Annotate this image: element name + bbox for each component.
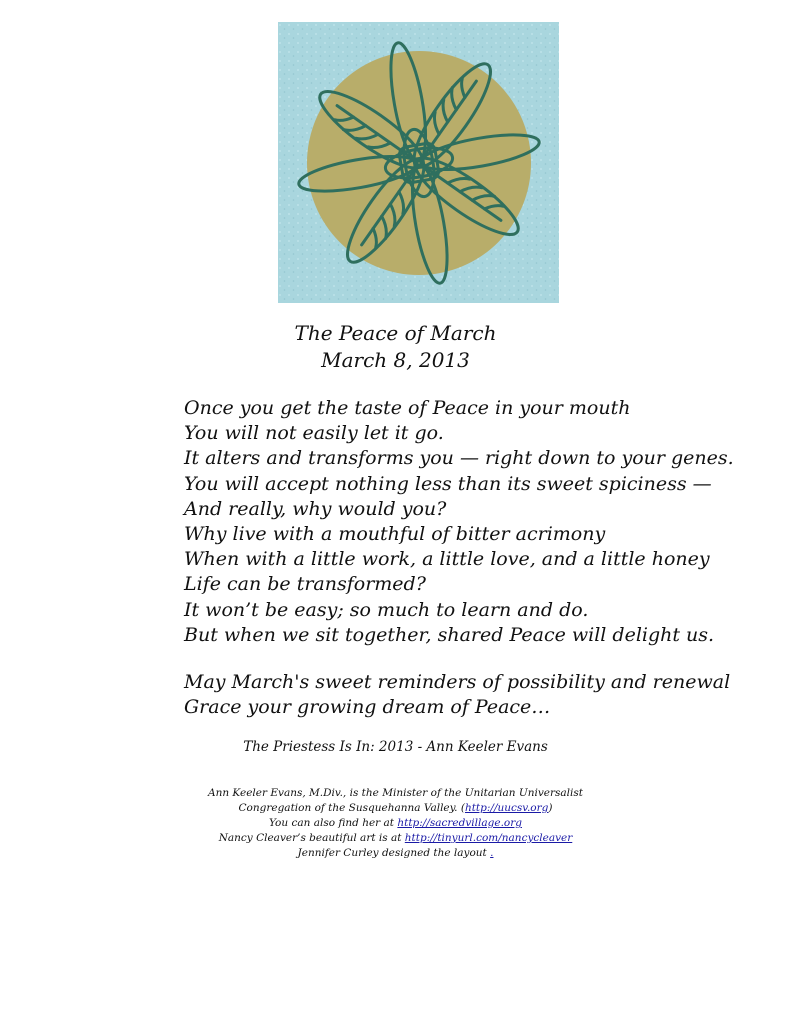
poem-line: Grace your growing dream of Peace… [184, 696, 551, 719]
credits-line-art [0, 831, 791, 846]
credits-text: ) [548, 802, 553, 814]
signature: The Priestess Is In: 2013 - Ann Keeler Evans [243, 739, 548, 755]
layout-link[interactable]: . [490, 847, 494, 859]
poem-line: Why live with a mouthful of bitter acrimony [184, 523, 606, 546]
nancycleaver-link[interactable]: http://tinyurl.com/nancycleaver [404, 832, 573, 844]
credits-text: Nancy Cleaver’s beautiful art is at [218, 832, 405, 844]
poem-line: And really, why would you? [184, 497, 447, 520]
celtic-knot-peace-icon [278, 22, 559, 303]
credits-line-minister: Ann Keeler Evans, M.Div., is the Minister of the Unitarian Universalist [207, 787, 583, 799]
uucsv-link[interactable]: http://uucsv.org [464, 802, 549, 814]
credits-line-sacredvillage [0, 816, 791, 831]
peace-artwork [278, 22, 559, 303]
poem-line: Once you get the taste of Peace in your mouth [184, 397, 631, 419]
poem-line: You will accept nothing less than its sweet spiciness — [184, 472, 712, 495]
title-block [0, 320, 791, 374]
credits [0, 786, 791, 861]
poem-body [184, 396, 734, 720]
poem-date: March 8, 2013 [321, 348, 470, 372]
sacredvillage-link[interactable]: http://sacredvillage.org [397, 817, 522, 829]
stanza-break [184, 648, 734, 670]
poem-line: You will not easily let it go. [184, 422, 444, 445]
poem-line: When with a little work, a little love, and a little honey [184, 548, 710, 571]
poem-line: But when we sit together, shared Peace will delight us. [184, 623, 715, 646]
credits-line-layout [0, 846, 791, 861]
poem-title: The Peace of March [294, 321, 497, 345]
credits-text: You can also find her at [269, 817, 398, 829]
poem-line: May March's sweet reminders of possibility and renewal [184, 671, 731, 694]
credits-line-congregation [0, 801, 791, 816]
poem-line: It won’t be easy; so much to learn and do. [184, 598, 589, 621]
credits-text: Jennifer Curley designed the layout [297, 847, 491, 859]
poem-line: Life can be transformed? [184, 573, 426, 596]
poem-line: It alters and transforms you — right down to your genes. [184, 447, 734, 470]
credits-text: Congregation of the Susquehanna Valley. ( [238, 802, 465, 814]
